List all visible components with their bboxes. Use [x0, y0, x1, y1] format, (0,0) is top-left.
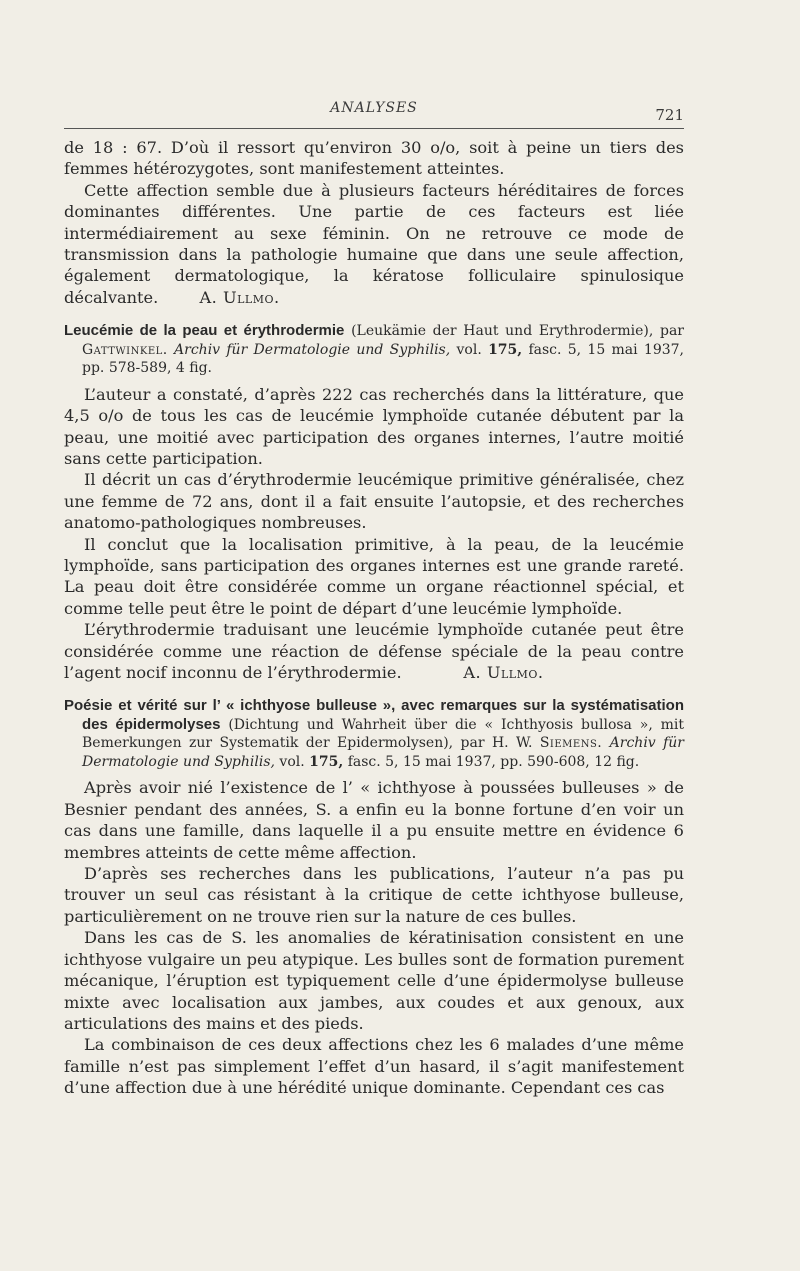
article-1-volume: 175,: [488, 341, 523, 358]
article-1-paragraph-4-text: L’érythrodermie traduisant une leucémie lymphoïde cutanée peut être considérée comme une réaction de défense spéciale de la peau contre l’agent nocif inconnu de l’érythrodermie.: [64, 620, 684, 683]
article-1-author: Gattwinkel.: [82, 341, 168, 358]
article-1-journal: Archiv für Dermatologie und Syphilis,: [174, 341, 451, 358]
article-1-paragraph-2: Il décrit un cas d’érythrodermie leucémique primitive généralisée, chez une femme de 72 ans, dont il a fait ensuite l’autopsie, et des recherches anatomo-pathologiques nombreuses.: [64, 470, 684, 533]
running-title: ANALYSES: [330, 100, 418, 116]
article-2-heading: [64, 697, 684, 771]
article-1-vol-label: vol.: [456, 341, 482, 358]
article-2-paragraph-2: D’après ses recherches dans les publications, l’auteur n’a pas pu trouver un seul cas résistant à la critique de cette ichthyose bulleuse, particulièrement on ne trouve rien sur la nature de ces bulles.: [64, 864, 684, 926]
intro-paragraph-2: [64, 180, 684, 308]
article-1-paragraph-1: L’auteur a constaté, d’après 222 cas recherchés dans la littérature, que 4,5 o/o de tous les cas de leucémie lymphoïde cutanée débutent par la peau, une moitié avec participation des organes internes, l’autre moitié sans cette participation.: [64, 384, 684, 468]
page-number: 721: [655, 106, 684, 124]
article-2-vol-label: vol.: [279, 753, 305, 770]
article-1-paragraph-3: Il conclut que la localisation primitive, à la peau, de la leucémie lymphoïde, sans participation des organes internes est une grande rareté. La peau doit être considérée comme un organe réactionnel spécial, et comme telle peut être le point de départ d’une leucémie lymphoïde.: [64, 534, 684, 618]
article-1-signature: A. Ullmo.: [463, 663, 544, 683]
article-1-paragraph-4: [64, 619, 684, 683]
article-2-title: Poésie et vérité sur l’ « ichthyose bulleuse », avec remarques sur la systématisation des épidermolyses: [64, 697, 684, 733]
article-1-title: Leucémie de la peau et érythrodermie: [64, 322, 345, 340]
intro-paragraph-2-text: Cette affection semble due à plusieurs facteurs héréditaires de forces dominantes différentes. Une partie de ces facteurs est liée intermédiairement au sexe féminin. On ne retrouve ce mode de transmission dans la pathologie humaine que dans une seule affection, également dermatologique, la kératose folliculaire spinulosique décalvante.: [64, 180, 684, 307]
article-2-details: fasc. 5, 15 mai 1937, pp. 590-608, 12 fig.: [347, 753, 640, 770]
article-1-heading: [64, 322, 684, 378]
article-1-original-title: (Leukämie der Haut und Erythrodermie), par: [351, 323, 684, 340]
article-2-volume: 175,: [309, 753, 344, 770]
article-2-paragraph-4: La combinaison de ces deux affections chez les 6 malades d’une même famille n’est pas simplement l’effet d’un hasard, il s’agit manifestement d’une affection due à une hérédité unique dominante. Cependant ces cas: [64, 1035, 684, 1098]
intro-paragraph-1: de 18 : 67. D’où il ressort qu’environ 30 o/o, soit à peine un tiers des femmes hétérozygotes, sont manifestement atteintes.: [64, 138, 684, 179]
page-header: [64, 94, 684, 124]
article-1-details: fasc. 5, 15 mai 1937, pp. 578-589, 4 fig.: [82, 341, 684, 377]
header-rule: [64, 128, 684, 129]
intro-signature: A. Ullmo.: [199, 287, 280, 307]
article-2-author: Siemens.: [539, 735, 603, 752]
article-2-original-title: (Dichtung und Wahrheit über die « Ichthyosis bullosa », mit Bemerkungen zur Systematik der Epidermolysen), par H. W.: [82, 716, 684, 752]
article-2-paragraph-3: Dans les cas de S. les anomalies de kératinisation consistent en une ichthyose vulgaire un peu atypique. Les bulles sont de formation purement mécanique, l’éruption est typiquement celle d’une épidermolyse bulleuse mixte avec localisation aux jambes, aux coudes et aux genoux, aux articulations des mains et des pieds.: [64, 928, 684, 1033]
article-2-journal: Archiv für Dermatologie und Syphilis,: [82, 735, 684, 770]
article-2-paragraph-1: Après avoir nié l’existence de l’ « ichthyose à poussées bulleuses » de Besnier pendant des années, S. a enfin eu la bonne fortune d’en voir un cas dans une famille, dans laquelle il a pu ensuite mettre en évidence 6 membres atteints de cette même affection.: [64, 778, 684, 862]
document-page: [64, 94, 684, 1099]
